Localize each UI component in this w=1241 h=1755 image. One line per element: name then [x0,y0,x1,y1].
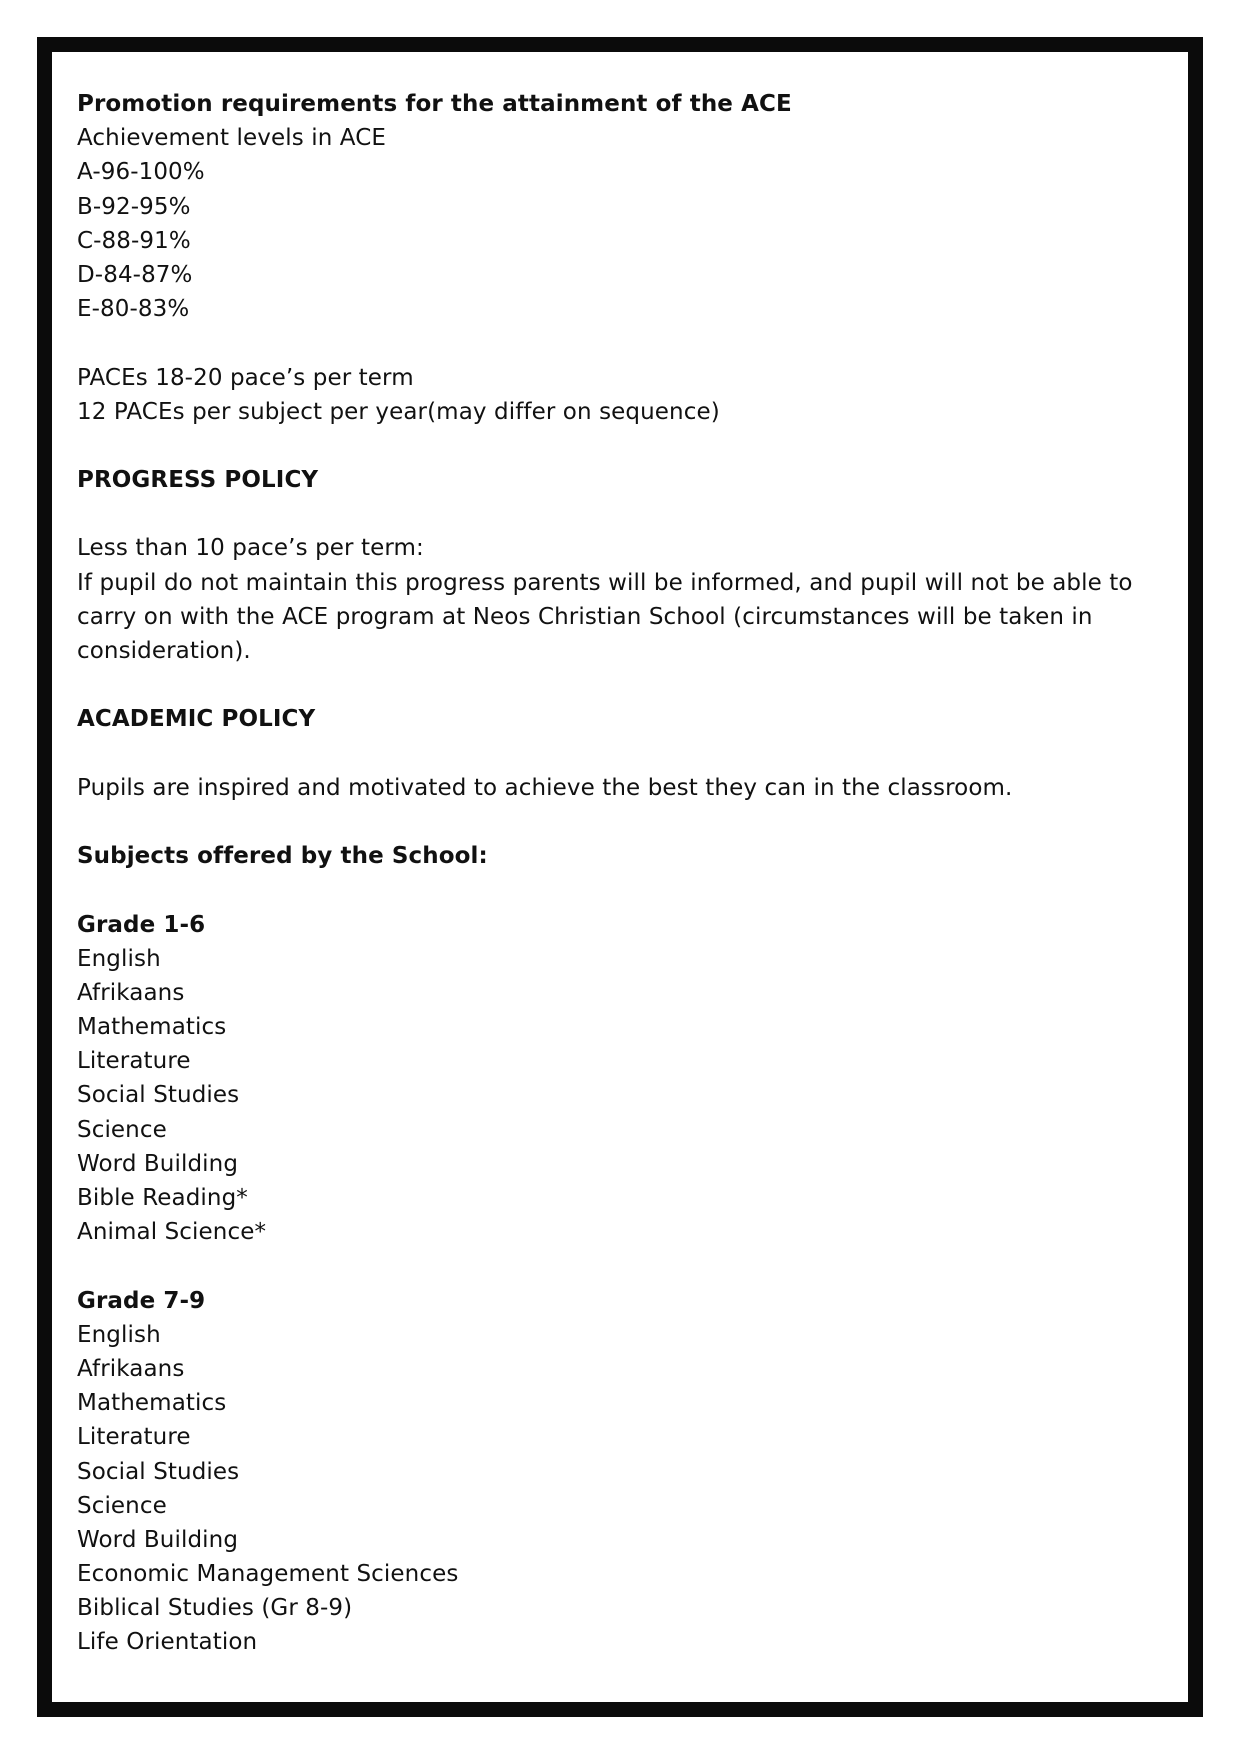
subject-item: Social Studies [77,1458,240,1485]
spacer [77,805,1167,839]
spacer [77,873,1167,907]
subject-item: Mathematics [77,1390,227,1417]
spacer [77,737,1167,771]
progress-policy-condition: Less than 10 pace’s per term: [77,535,424,562]
subject-item: Bible Reading* [77,1185,248,1212]
subject-item: Life Orientation [77,1629,258,1656]
subject-item: Science [77,1492,167,1519]
subject-item: Animal Science* [77,1219,267,1246]
promotion-heading: Promotion requirements for the attainment of the ACE [77,91,792,117]
subject-item: Literature [77,1048,191,1075]
subject-item: Mathematics [77,1014,227,1041]
spacer [77,1249,1167,1283]
subject-item: Word Building [77,1150,239,1177]
achievement-level-e: E-80-83% [77,296,190,323]
achievement-levels-list [77,155,1167,326]
subject-item: Afrikaans [77,1355,185,1382]
subject-item: Biblical Studies (Gr 8-9) [77,1595,353,1622]
progress-policy-body: If pupil do not maintain this progress parents will be informed, and pupil will not be able to carry on with the ACE program at Neos Christian School (circumstances will be taken in consideration). [77,569,1133,665]
spacer [77,429,1167,463]
subject-item: Word Building [77,1526,239,1553]
progress-policy-heading: PROGRESS POLICY [77,467,319,494]
spacer [77,497,1167,531]
paces-per-term: PACEs 18-20 pace’s per term [77,364,414,391]
document-body [77,87,1167,1660]
grade-1-6-subject-list [77,942,1167,1250]
achievement-level-b: B-92-95% [77,193,191,220]
academic-policy-heading: ACADEMIC POLICY [77,706,316,733]
subject-item: Science [77,1116,167,1143]
spacer [77,668,1167,702]
grade-7-9-subject-list [77,1318,1167,1660]
subject-item: English [77,1321,161,1348]
academic-policy-body: Pupils are inspired and motivated to achieve the best they can in the classroom. [77,774,1013,801]
subject-item: Afrikaans [77,979,185,1006]
achievement-level-d: D-84-87% [77,261,193,288]
subject-item: Social Studies [77,1082,240,1109]
subject-item: Literature [77,1424,191,1451]
spacer [77,326,1167,360]
grade-7-9-heading: Grade 7-9 [77,1287,206,1314]
grade-1-6-heading: Grade 1-6 [77,911,206,938]
subject-item: English [77,945,161,972]
achievement-levels-label: Achievement levels in ACE [77,125,387,152]
subjects-heading: Subjects offered by the School: [77,843,488,870]
subject-item: Economic Management Sciences [77,1561,459,1588]
achievement-level-c: C-88-91% [77,227,191,254]
achievement-level-a: A-96-100% [77,159,205,186]
paces-per-subject: 12 PACEs per subject per year(may differ on sequence) [77,398,720,425]
